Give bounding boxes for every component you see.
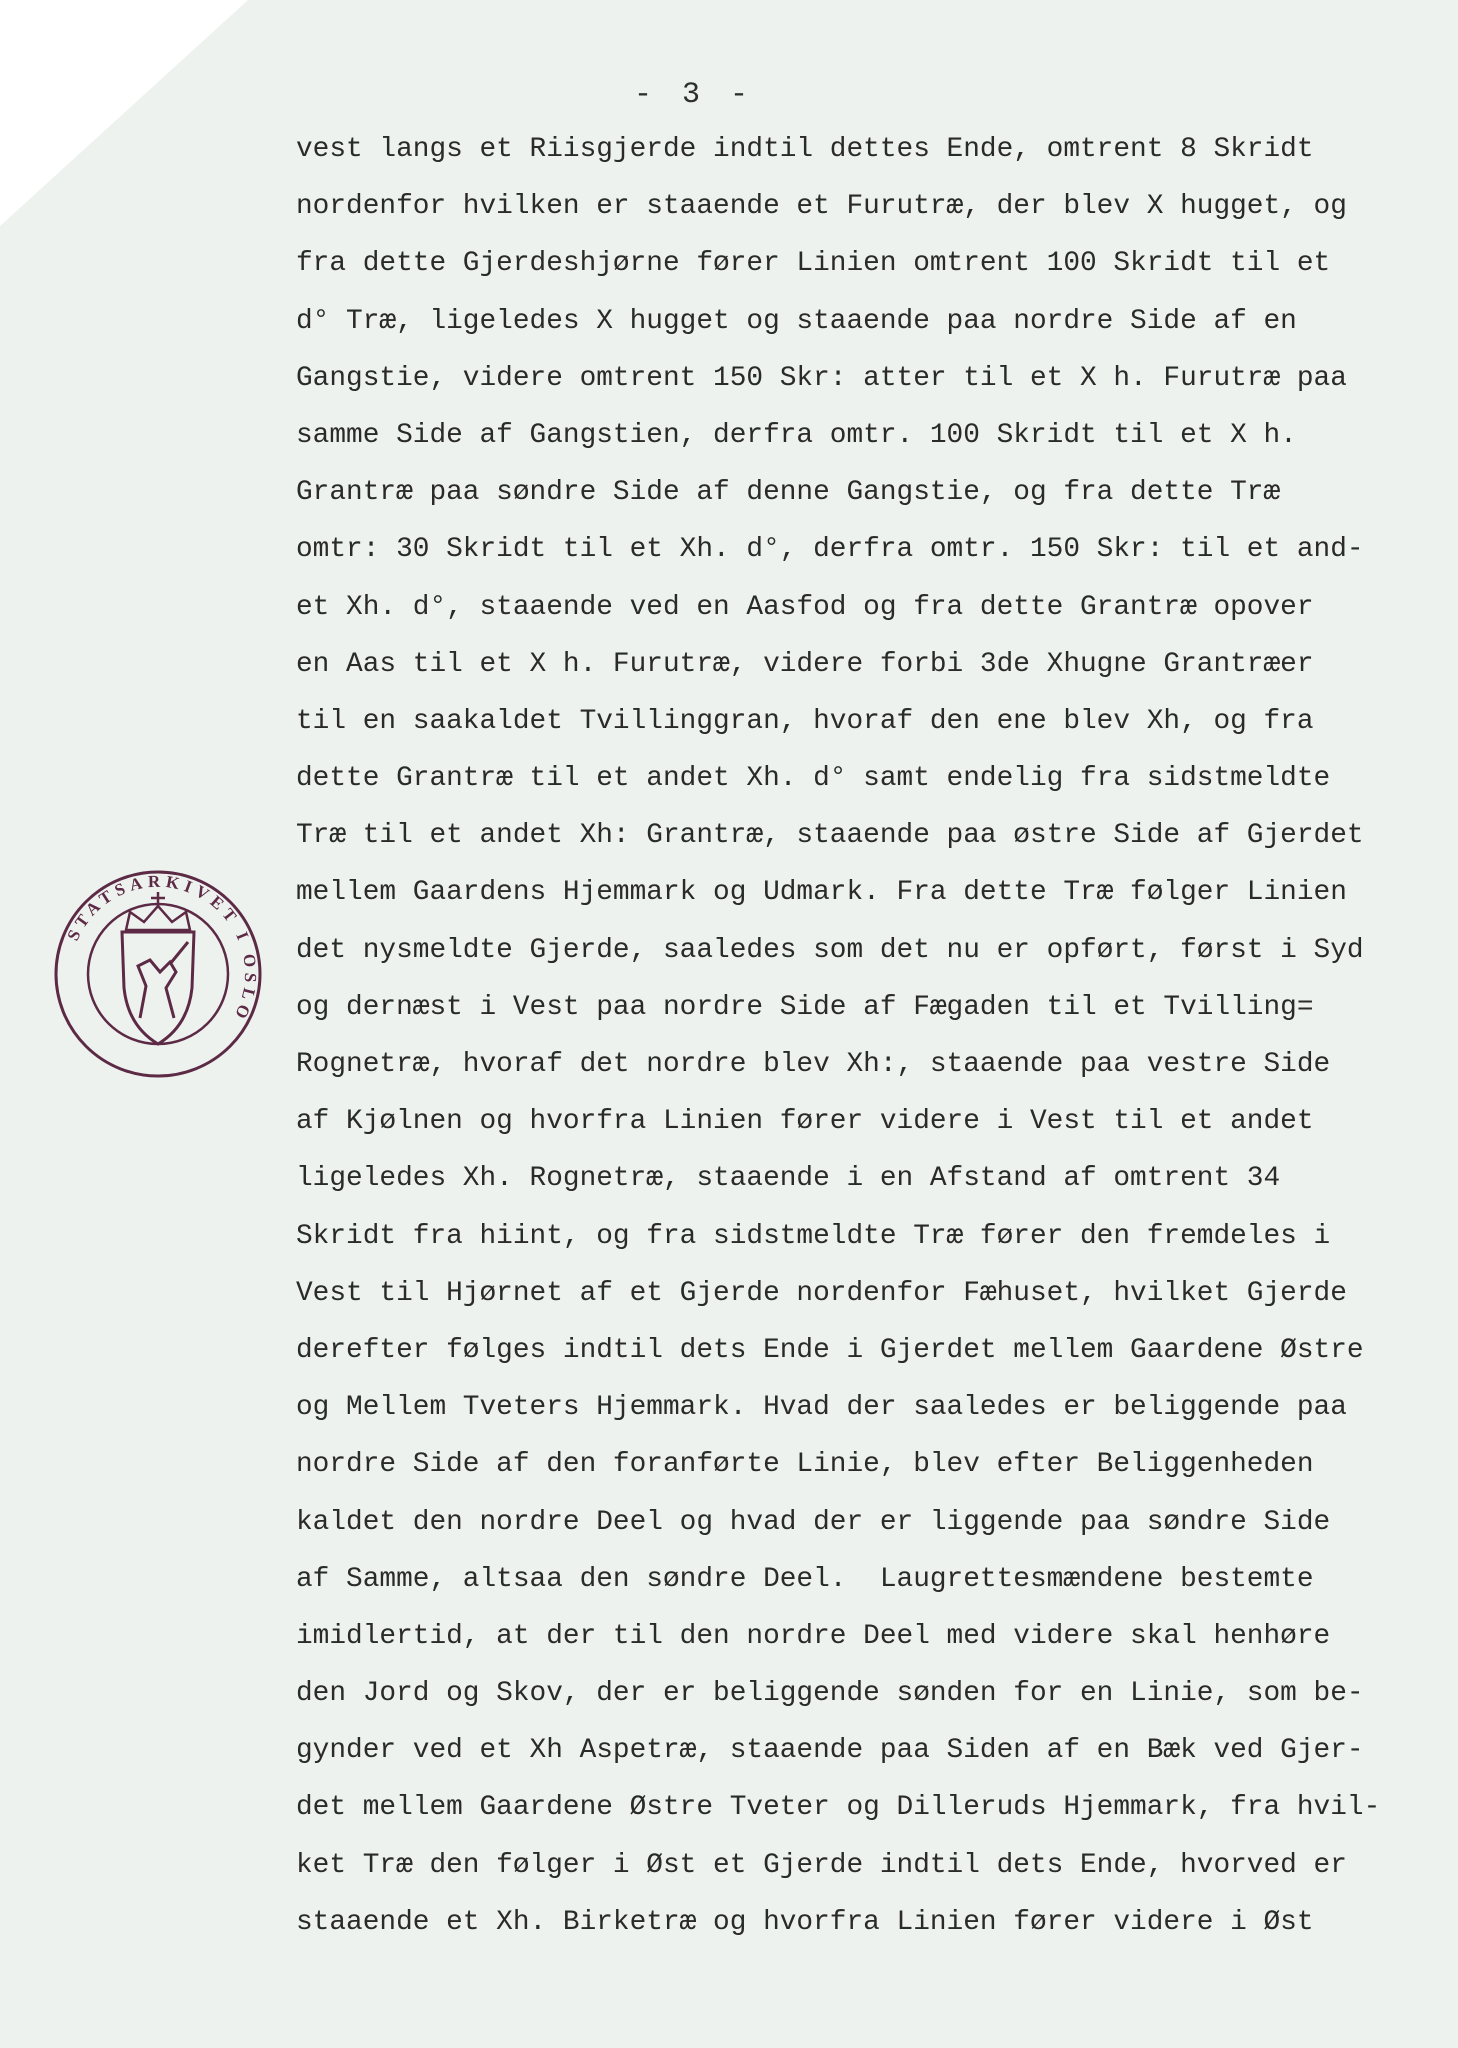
page-number: - 3 - bbox=[633, 78, 754, 112]
text-line: d° Træ, ligeledes X hugget og staaende paa nordre Side af en bbox=[296, 305, 1297, 337]
text-line: og dernæst i Vest paa nordre Side af Fægaden til et Tvilling= bbox=[296, 991, 1314, 1023]
text-line: Grantræ paa søndre Side af denne Gangstie, og fra dette Træ bbox=[296, 477, 1281, 509]
text-line: dette Grantræ til et andet Xh. d° samt endelig fra sidstmeldte bbox=[296, 763, 1331, 795]
text-line: Gangstie, videre omtrent 150 Skr: atter til et X h. Furutræ paa bbox=[296, 362, 1347, 394]
crown-icon bbox=[126, 906, 190, 930]
text-line: vest langs et Riisgjerde indtil dettes Ende, omtrent 8 Skridt bbox=[296, 134, 1314, 165]
text-line: det mellem Gaardene Østre Tveter og Dilleruds Hjemmark, fra hvil- bbox=[296, 1792, 1381, 1824]
text-line: mellem Gaardens Hjemmark og Udmark. Fra dette Træ følger Linien bbox=[296, 877, 1347, 909]
text-line: ligeledes Xh. Rognetræ, staaende i en Afstand af omtrent 34 bbox=[296, 1163, 1281, 1195]
text-line: Træ til et andet Xh: Grantræ, staaende paa østre Side af Gjerdet bbox=[296, 820, 1364, 852]
text-line: den Jord og Skov, der er beliggende sønden for en Linie, som be- bbox=[296, 1678, 1364, 1710]
archive-stamp bbox=[52, 868, 264, 1080]
text-line: til en saakaldet Tvillinggran, hvoraf den ene blev Xh, og fra bbox=[296, 705, 1314, 737]
text-line: nordre Side af den foranførte Linie, blev efter Beliggenheden bbox=[296, 1449, 1314, 1481]
text-line: fra dette Gjerdeshjørne fører Linien omtrent 100 Skridt til et bbox=[296, 248, 1331, 280]
text-line: ket Træ den følger i Øst et Gjerde indtil dets Ende, hvorved er bbox=[296, 1849, 1347, 1881]
text-line: Skridt fra hiint, og fra sidstmeldte Træ fører den fremdeles i bbox=[296, 1220, 1331, 1252]
text-line: af Samme, altsaa den søndre Deel. Laugrettesmændene bestemte bbox=[296, 1563, 1314, 1595]
text-line: kaldet den nordre Deel og hvad der er liggende paa søndre Side bbox=[296, 1506, 1331, 1538]
text-line: det nysmeldte Gjerde, saaledes som det nu er opført, først i Syd bbox=[296, 934, 1364, 966]
text-line: staaende et Xh. Birketræ og hvorfra Linien fører videre i Øst bbox=[296, 1906, 1314, 1938]
text-line: Rognetræ, hvoraf det nordre blev Xh:, staaende paa vestre Side bbox=[296, 1049, 1331, 1080]
text-line: nordenfor hvilken er staaende et Furutræ, der blev X hugget, og bbox=[296, 191, 1347, 223]
text-line: en Aas til et X h. Furutræ, videre forbi 3de Xhugne Grantræer bbox=[296, 648, 1314, 680]
lion-icon bbox=[138, 960, 176, 1018]
text-line: samme Side af Gangstien, derfra omtr. 100 Skridt til et X h. bbox=[296, 419, 1297, 451]
stamp-text: STATSARKIVET I OSLO bbox=[63, 871, 261, 1026]
text-line: imidlertid, at der til den nordre Deel med videre skal henhøre bbox=[296, 1620, 1331, 1652]
body-text bbox=[296, 135, 1426, 1965]
text-line: og Mellem Tveters Hjemmark. Hvad der saaledes er beliggende paa bbox=[296, 1392, 1347, 1424]
text-line: et Xh. d°, staaende ved en Aasfod og fra dette Grantræ opover bbox=[296, 591, 1314, 623]
text-line: omtr: 30 Skridt til et Xh. d°, derfra omtr. 150 Skr: til et and- bbox=[296, 534, 1364, 566]
text-line: derefter følges indtil dets Ende i Gjerdet mellem Gaardene Østre bbox=[296, 1334, 1364, 1366]
text-line: Vest til Hjørnet af et Gjerde nordenfor Fæhuset, hvilket Gjerde bbox=[296, 1277, 1347, 1309]
text-line: af Kjølnen og hvorfra Linien fører videre i Vest til et andet bbox=[296, 1106, 1314, 1138]
text-line: gynder ved et Xh Aspetræ, staaende paa Siden af en Bæk ved Gjer- bbox=[296, 1735, 1364, 1767]
